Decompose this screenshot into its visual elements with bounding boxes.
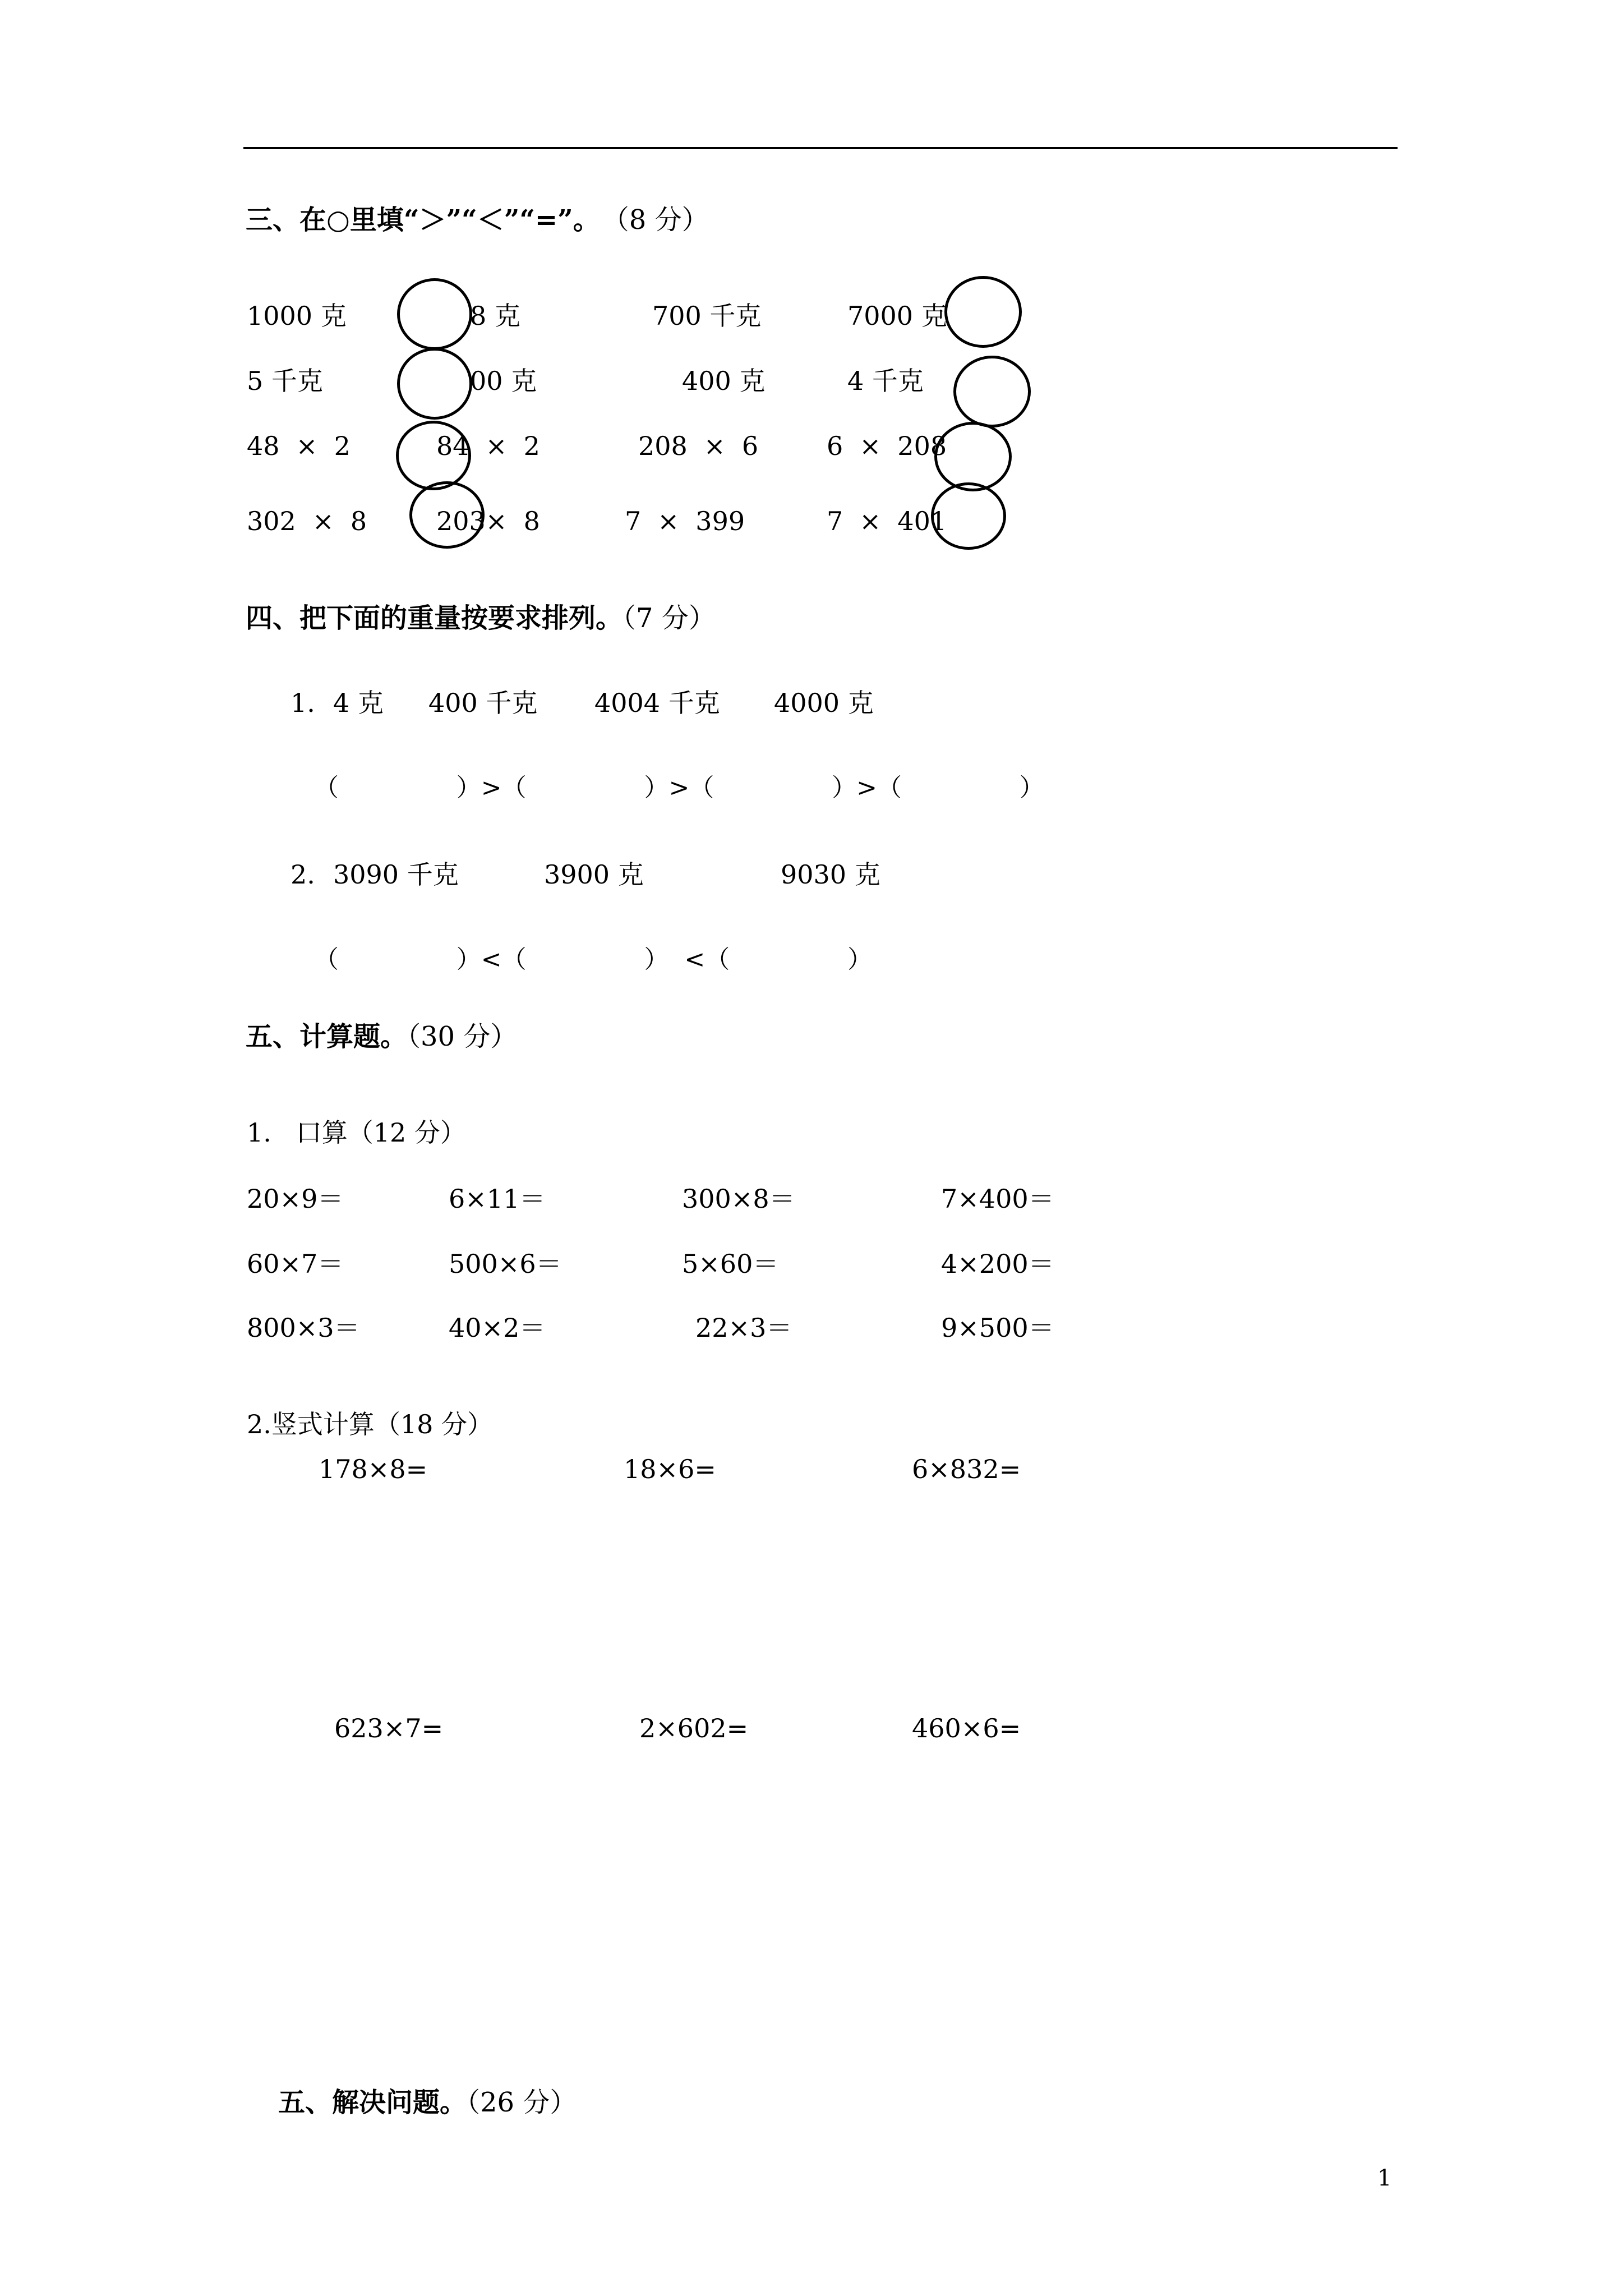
oral-calc-item: 800×3＝ — [247, 1313, 360, 1343]
section4-title: 四、把下面的重量按要求排列。（7 分） — [246, 602, 716, 634]
oral-calc-item: 4×200＝ — [941, 1249, 1054, 1279]
page-number: 1 — [1377, 2165, 1392, 2191]
compare-circle[interactable] — [944, 276, 1022, 348]
compare-item: 6 × 208 — [827, 431, 947, 461]
compare-circle[interactable] — [409, 481, 485, 549]
oral-calc-item: 6×11＝ — [449, 1184, 546, 1214]
vertical-calc-label: 2.竖式计算（18 分） — [247, 1409, 494, 1439]
order-item: 3090 千克 — [333, 859, 459, 890]
section5-title: 五、计算题。（30 分） — [246, 1021, 518, 1052]
compare-item: 5 千克 — [247, 366, 323, 396]
compare-item: 400 克 — [682, 366, 766, 396]
order-blanks[interactable]: （ ）>（ ）>（ ）>（ ） — [314, 774, 1044, 802]
compare-item: 7000 克 — [847, 301, 947, 331]
oral-calc-label: 1. 口算（12 分） — [247, 1117, 466, 1148]
oral-calc-item: 40×2＝ — [449, 1313, 546, 1343]
order-item: 4000 克 — [774, 688, 874, 718]
order-q1-number: 1. — [291, 688, 315, 718]
oral-calc-item: 300×8＝ — [682, 1184, 795, 1214]
compare-item: 1000 克 — [247, 301, 347, 331]
compare-item: 203× 8 — [436, 506, 540, 536]
section3-title: 三、在○里填“＞”“＜”“=”。 （8 分） — [246, 204, 709, 236]
order-item: 3900 克 — [544, 859, 644, 890]
compare-circle[interactable] — [934, 422, 1012, 491]
oral-calc-item: 500×6＝ — [449, 1249, 562, 1279]
oral-calc-item: 5×60＝ — [682, 1249, 779, 1279]
vertical-calc-item: 18×6= — [624, 1454, 716, 1484]
vertical-calc-item: 6×832= — [912, 1454, 1021, 1484]
compare-item: 7 × 399 — [625, 506, 745, 536]
section6-title: 五、解决问题。（26 分） — [278, 2087, 577, 2118]
compare-circle[interactable] — [396, 421, 471, 490]
order-item: 4 克 — [333, 688, 384, 718]
compare-item: 302 × 8 — [247, 506, 367, 536]
order-q2-number: 2. — [291, 859, 315, 890]
compare-item: 7 × 401 — [827, 506, 947, 536]
order-blanks[interactable]: （ ）<（ ） <（ ） — [314, 945, 873, 974]
compare-item: 700 千克 — [652, 301, 762, 331]
oral-calc-item: 20×9＝ — [247, 1184, 344, 1214]
oral-calc-item: 7×400＝ — [941, 1184, 1054, 1214]
order-item: 400 千克 — [428, 688, 538, 718]
compare-circle[interactable] — [931, 482, 1006, 550]
vertical-calc-item: 2×602= — [639, 1713, 749, 1743]
vertical-calc-item: 623×7= — [334, 1713, 444, 1743]
vertical-calc-item: 178×8= — [319, 1454, 428, 1484]
order-item: 4004 千克 — [594, 688, 720, 718]
oral-calc-item: 22×3＝ — [695, 1313, 792, 1343]
compare-circle[interactable] — [397, 278, 472, 350]
order-item: 9030 克 — [781, 859, 880, 890]
compare-item: 00 克 — [470, 366, 537, 396]
compare-circle[interactable] — [953, 356, 1031, 427]
compare-item: 8 克 — [470, 301, 520, 331]
oral-calc-item: 9×500＝ — [941, 1313, 1054, 1343]
compare-item: 4 千克 — [847, 366, 924, 396]
oral-calc-item: 60×7＝ — [247, 1249, 344, 1279]
vertical-calc-item: 460×6= — [912, 1713, 1021, 1743]
compare-item: 208 × 6 — [638, 431, 759, 461]
compare-item: 48 × 2 — [247, 431, 351, 461]
header-rule — [243, 147, 1398, 149]
compare-item: 84 × 2 — [436, 431, 540, 461]
compare-circle[interactable] — [397, 348, 472, 420]
